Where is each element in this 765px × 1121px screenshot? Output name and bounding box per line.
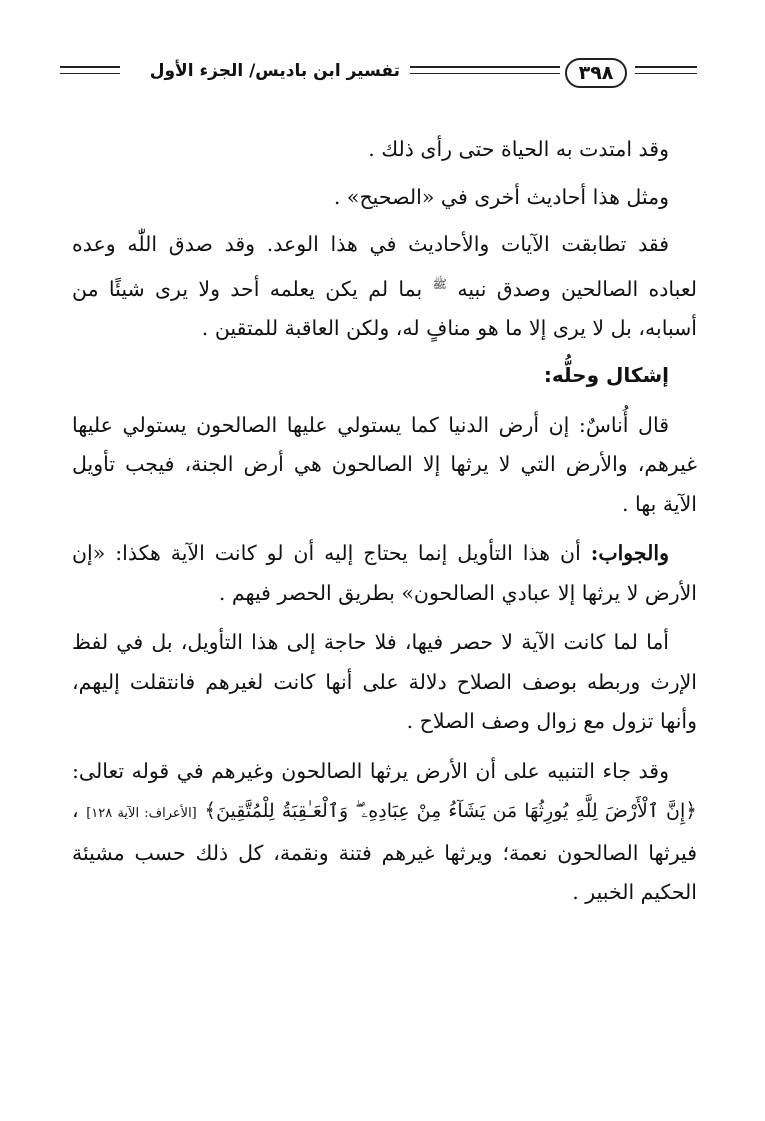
header-rule-right-thin (635, 73, 697, 74)
paragraph-4: قال أُناسٌ: إن أرض الدنيا كما يستولي عليها الصالحون يستولي عليها غيرهم، والأرض التي لا يرثها إلا الصالحون هي أرض الجنة، فيجب تأويل الآية بها . (72, 412, 697, 516)
header-rule-right (635, 66, 697, 68)
paragraph-5-text: أن هذا التأويل إنما يحتاج إليه أن لو كانت الآية هكذا: «إن الأرض لا يرثها إلا عبادي الصالحون» بطريق الحصر فيهم . (72, 541, 697, 605)
quran-verse: إِنَّ ٱلْأَرْضَ لِلَّهِ يُورِثُهَا مَن يَشَآءُ مِنْ عِبَادِهِۦ ۖ وَٱلْعَـٰقِبَةُ لِلْمُتَّقِينَ (216, 800, 686, 823)
paragraph-2: ومثل هذا أحاديث أخرى في «الصحيح» . (333, 184, 669, 209)
paragraph-7-intro: وقد جاء التنبيه على أن الأرض يرثها الصالحون وغيرهم في قوله تعالى: (72, 758, 669, 783)
honorific-symbol: ﷺ (432, 276, 448, 291)
page-number: ٣٩٨ (565, 58, 627, 88)
header-rule-left (60, 66, 120, 68)
header-rule-left-thin (60, 73, 120, 74)
paragraph-3-part-2: بما لم يكن يعلمه أحد ولا يرى شيئًا من أسبابه، بل لا يرى إلا ما هو منافٍ له، ولكن العاقبة للمتقين . (72, 276, 697, 340)
paragraph-3-part-1: فقد تطابقت الآيات والأحاديث في هذا الوعد. وقد صدق اللّٰه وعده لعباده الصالحين وصدق نبيه (72, 232, 697, 301)
section-heading: إشكال وحلُّه: (543, 363, 669, 388)
book-title: تفسير ابن باديس/ الجزء الأول (149, 61, 400, 81)
body-text (72, 130, 697, 923)
paragraph-7 (72, 752, 697, 913)
quran-bracket-close: ﴾ (204, 798, 217, 823)
header-rule-middle-thin (410, 73, 560, 74)
paragraph-7-conclusion: ، فيرثها الصالحون نعمة؛ ويرثها غيرهم فتنة ونقمة، كل ذلك حسب مشيئة الحكيم الخبير . (72, 798, 697, 905)
paragraph-5 (72, 534, 697, 613)
verse-reference: [الأعراف: الآية ١٢٨] (86, 806, 197, 822)
quran-bracket-open: ﴿ (685, 798, 697, 823)
paragraph-3 (72, 225, 697, 348)
answer-lead: والجواب: (590, 541, 669, 566)
paragraph-6: أما لما كانت الآية لا حصر فيها، فلا حاجة إلى هذا التأويل، بل في لفظ الإرث وربطه بوصف الصلاح دلالة على أنها كانت لغيرهم فانتقلت إليهم، وأنها تزول مع زوال وصف الصلاح . (72, 630, 697, 734)
page-header (60, 56, 700, 96)
paragraph-1: وقد امتدت به الحياة حتى رأى ذلك . (368, 137, 669, 161)
header-rule-middle (410, 66, 560, 68)
